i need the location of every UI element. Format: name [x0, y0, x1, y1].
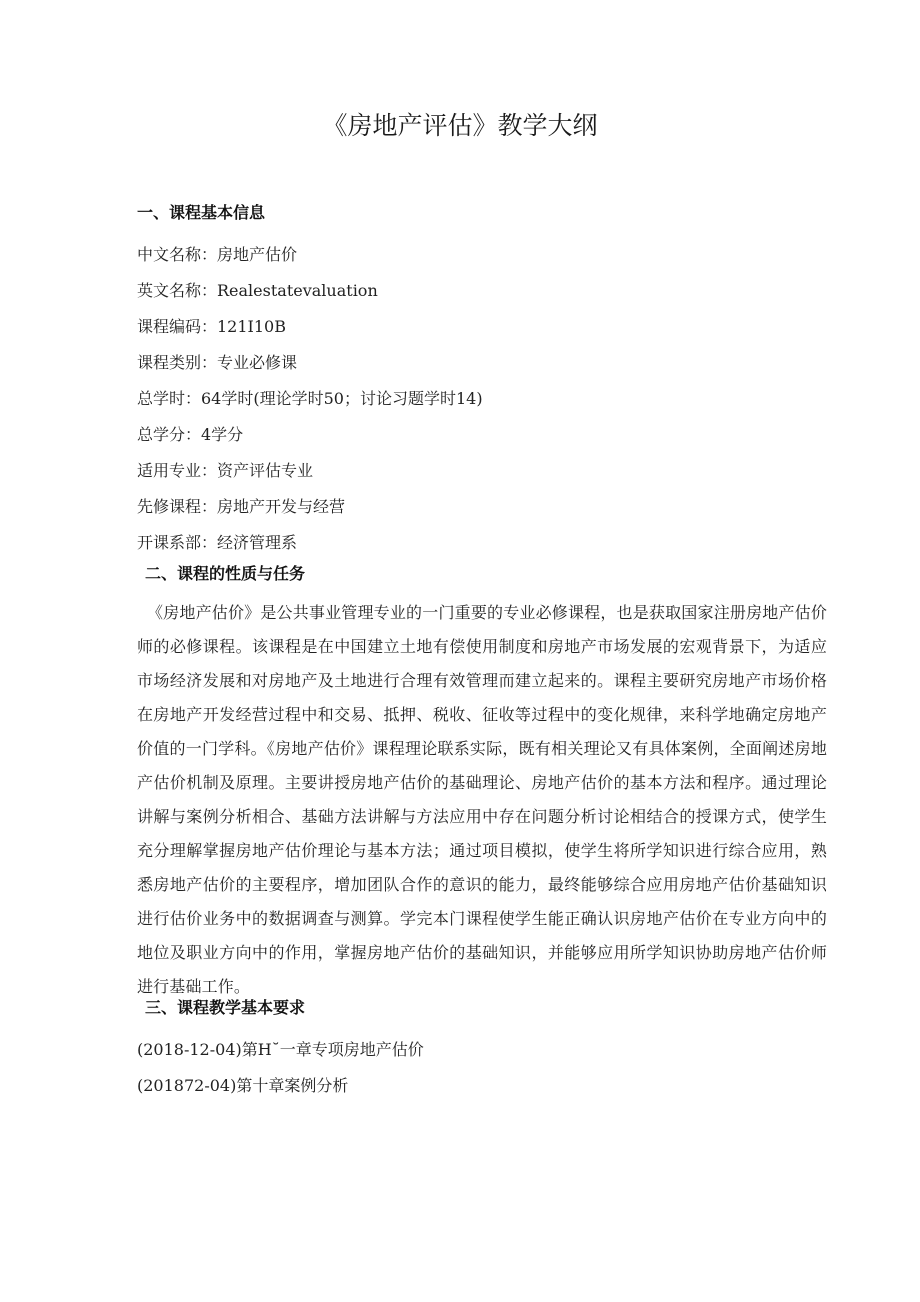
basic-info-list	[137, 237, 483, 561]
info-course-code: 课程编码：121I10B	[137, 317, 286, 336]
info-total-hours: 总学时：64学时(理论学时50；讨论习题学时14)	[137, 389, 483, 408]
info-applicable-major: 适用专业：资产评估专业	[137, 461, 314, 480]
info-chinese-name: 中文名称：房地产估价	[137, 245, 298, 264]
info-department: 开课系部：经济管理系	[137, 533, 298, 552]
requirement-item: (201872-04)第十章案例分析	[137, 1076, 349, 1095]
requirement-item: (2018-12-04)第H˘一章专项房地产估价	[137, 1040, 424, 1059]
nature-paragraph: 《房地产估价》是公共事业管理专业的一门重要的专业必修课程，也是获取国家注册房地产估价师的必修课程。该课程是在中国建立土地有偿使用制度和房地产市场发展的宏观背景下，为适应市场经济发展和对房地产及土地进行合理有效管理而建立起来的。课程主要研究房地产市场价格在房地产开发经营过程中和交易、抵押、税收、征收等过程中的变化规律，来科学地确定房地产价值的一门学科。《房地产估价》课程理论联系实际，既有相关理论又有具体案例，全面阐述房地产估价机制及原理。主要讲授房地产估价的基础理论、房地产估价的基本方法和程序。通过理论讲解与案例分析相合、基础方法讲解与方法应用中存在问题分析讨论相结合的授课方式，使学生充分理解掌握房地产估价理论与基本方法；通过项目模拟，使学生将所学知识进行综合应用，熟悉房地产估价的主要程序，增加团队合作的意识的能力，最终能够综合应用房地产估价基础知识进行估价业务中的数据调查与测算。学完本门课程使学生能正确认识房地产估价在专业方向中的地位及职业方向中的作用，掌握房地产估价的基础知识，并能够应用所学知识协助房地产估价师进行基础工作。	[137, 603, 827, 996]
info-course-category: 课程类别：专业必修课	[137, 353, 298, 372]
section-heading-requirements: 三、课程教学基本要求	[145, 998, 306, 1017]
document-title: 《房地产评估》教学大纲	[322, 111, 598, 140]
info-prerequisite: 先修课程：房地产开发与经营	[137, 497, 346, 516]
info-total-credits: 总学分：4学分	[137, 425, 244, 444]
section-heading-nature: 二、课程的性质与任务	[145, 564, 306, 583]
info-english-name: 英文名称：Realestatevaluation	[137, 281, 378, 300]
section-heading-basic-info: 一、课程基本信息	[137, 203, 266, 222]
requirements-list	[137, 1032, 424, 1104]
